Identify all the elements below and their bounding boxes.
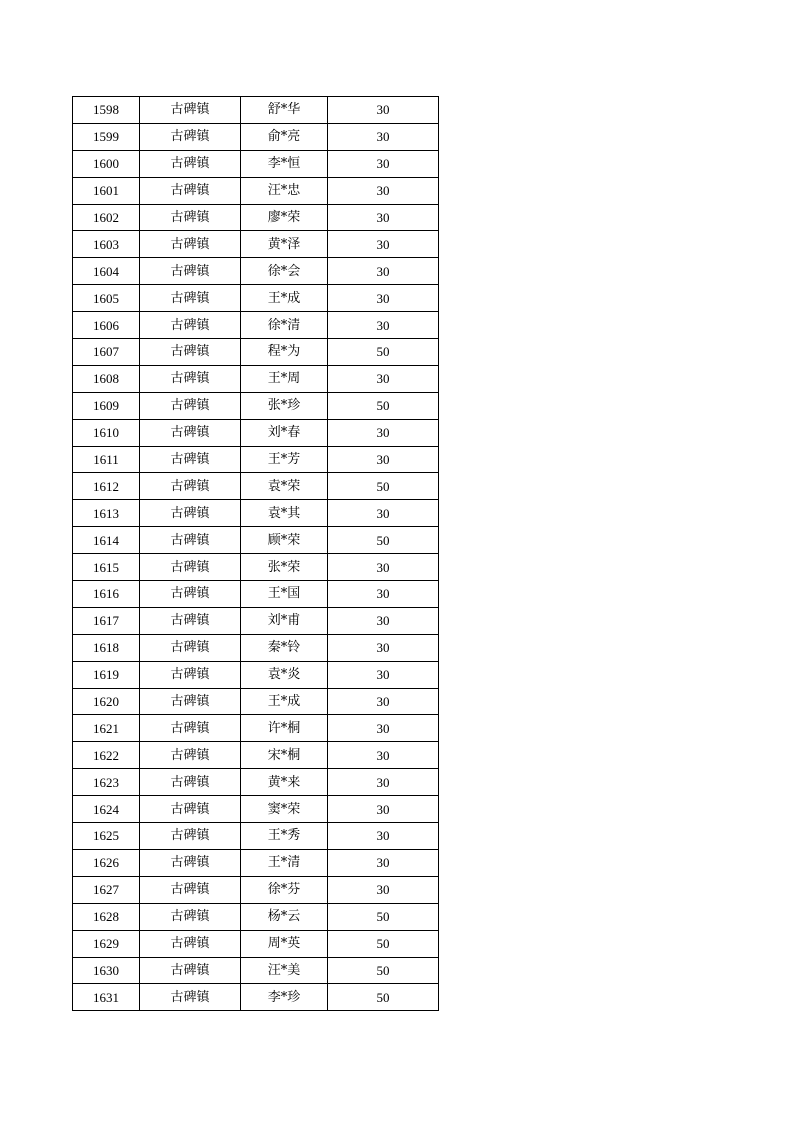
- table-row: [73, 661, 439, 688]
- person-name-cell: 汪*美: [241, 957, 328, 984]
- person-name-cell: 王*清: [241, 849, 328, 876]
- amount-cell: 30: [328, 500, 439, 527]
- record-table: [72, 96, 439, 1011]
- town-cell: 古碑镇: [140, 876, 241, 903]
- table-row: [73, 231, 439, 258]
- person-name-cell: 袁*炎: [241, 661, 328, 688]
- table-row: [73, 796, 439, 823]
- amount-cell: 30: [328, 581, 439, 608]
- town-cell: 古碑镇: [140, 500, 241, 527]
- table-row: [73, 473, 439, 500]
- table-row: [73, 365, 439, 392]
- town-cell: 古碑镇: [140, 419, 241, 446]
- row-number-cell: 1630: [73, 957, 140, 984]
- town-cell: 古碑镇: [140, 446, 241, 473]
- table-row: [73, 930, 439, 957]
- amount-cell: 30: [328, 769, 439, 796]
- table-row: [73, 204, 439, 231]
- town-cell: 古碑镇: [140, 554, 241, 581]
- town-cell: 古碑镇: [140, 661, 241, 688]
- table-row: [73, 688, 439, 715]
- person-name-cell: 王*秀: [241, 823, 328, 850]
- row-number-cell: 1613: [73, 500, 140, 527]
- amount-cell: 30: [328, 554, 439, 581]
- town-cell: 古碑镇: [140, 769, 241, 796]
- table-row: [73, 876, 439, 903]
- row-number-cell: 1599: [73, 123, 140, 150]
- person-name-cell: 李*恒: [241, 150, 328, 177]
- person-name-cell: 徐*会: [241, 258, 328, 285]
- town-cell: 古碑镇: [140, 823, 241, 850]
- row-number-cell: 1611: [73, 446, 140, 473]
- amount-cell: 30: [328, 876, 439, 903]
- town-cell: 古碑镇: [140, 312, 241, 339]
- amount-cell: 30: [328, 419, 439, 446]
- row-number-cell: 1623: [73, 769, 140, 796]
- row-number-cell: 1620: [73, 688, 140, 715]
- table-row: [73, 715, 439, 742]
- row-number-cell: 1609: [73, 392, 140, 419]
- person-name-cell: 舒*华: [241, 97, 328, 124]
- town-cell: 古碑镇: [140, 123, 241, 150]
- town-cell: 古碑镇: [140, 607, 241, 634]
- amount-cell: 30: [328, 365, 439, 392]
- person-name-cell: 窦*荣: [241, 796, 328, 823]
- amount-cell: 30: [328, 849, 439, 876]
- record-table-body: [73, 97, 439, 1011]
- person-name-cell: 廖*荣: [241, 204, 328, 231]
- person-name-cell: 黄*泽: [241, 231, 328, 258]
- amount-cell: 30: [328, 150, 439, 177]
- table-row: [73, 177, 439, 204]
- table-row: [73, 742, 439, 769]
- table-row: [73, 446, 439, 473]
- row-number-cell: 1629: [73, 930, 140, 957]
- table-row: [73, 581, 439, 608]
- person-name-cell: 袁*荣: [241, 473, 328, 500]
- amount-cell: 30: [328, 123, 439, 150]
- amount-cell: 50: [328, 903, 439, 930]
- table-row: [73, 903, 439, 930]
- town-cell: 古碑镇: [140, 97, 241, 124]
- table-row: [73, 419, 439, 446]
- town-cell: 古碑镇: [140, 688, 241, 715]
- row-number-cell: 1610: [73, 419, 140, 446]
- row-number-cell: 1602: [73, 204, 140, 231]
- amount-cell: 50: [328, 392, 439, 419]
- row-number-cell: 1614: [73, 527, 140, 554]
- person-name-cell: 王*国: [241, 581, 328, 608]
- town-cell: 古碑镇: [140, 849, 241, 876]
- table-row: [73, 957, 439, 984]
- amount-cell: 50: [328, 527, 439, 554]
- person-name-cell: 俞*亮: [241, 123, 328, 150]
- person-name-cell: 王*成: [241, 285, 328, 312]
- row-number-cell: 1606: [73, 312, 140, 339]
- row-number-cell: 1616: [73, 581, 140, 608]
- person-name-cell: 刘*春: [241, 419, 328, 446]
- row-number-cell: 1622: [73, 742, 140, 769]
- person-name-cell: 王*周: [241, 365, 328, 392]
- table-row: [73, 849, 439, 876]
- row-number-cell: 1617: [73, 607, 140, 634]
- amount-cell: 30: [328, 634, 439, 661]
- amount-cell: 30: [328, 742, 439, 769]
- table-row: [73, 392, 439, 419]
- town-cell: 古碑镇: [140, 150, 241, 177]
- row-number-cell: 1615: [73, 554, 140, 581]
- town-cell: 古碑镇: [140, 527, 241, 554]
- table-row: [73, 500, 439, 527]
- table-row: [73, 258, 439, 285]
- row-number-cell: 1603: [73, 231, 140, 258]
- person-name-cell: 徐*清: [241, 312, 328, 339]
- amount-cell: 50: [328, 339, 439, 366]
- amount-cell: 30: [328, 446, 439, 473]
- person-name-cell: 秦*铃: [241, 634, 328, 661]
- amount-cell: 50: [328, 473, 439, 500]
- amount-cell: 30: [328, 715, 439, 742]
- table-row: [73, 823, 439, 850]
- amount-cell: 30: [328, 823, 439, 850]
- table-row: [73, 312, 439, 339]
- town-cell: 古碑镇: [140, 903, 241, 930]
- table-row: [73, 984, 439, 1011]
- town-cell: 古碑镇: [140, 177, 241, 204]
- amount-cell: 30: [328, 204, 439, 231]
- person-name-cell: 周*英: [241, 930, 328, 957]
- town-cell: 古碑镇: [140, 984, 241, 1011]
- person-name-cell: 王*成: [241, 688, 328, 715]
- person-name-cell: 张*荣: [241, 554, 328, 581]
- amount-cell: 30: [328, 796, 439, 823]
- row-number-cell: 1626: [73, 849, 140, 876]
- town-cell: 古碑镇: [140, 392, 241, 419]
- town-cell: 古碑镇: [140, 339, 241, 366]
- row-number-cell: 1600: [73, 150, 140, 177]
- person-name-cell: 徐*芬: [241, 876, 328, 903]
- table-row: [73, 607, 439, 634]
- person-name-cell: 刘*甫: [241, 607, 328, 634]
- town-cell: 古碑镇: [140, 204, 241, 231]
- row-number-cell: 1625: [73, 823, 140, 850]
- person-name-cell: 杨*云: [241, 903, 328, 930]
- town-cell: 古碑镇: [140, 231, 241, 258]
- row-number-cell: 1601: [73, 177, 140, 204]
- amount-cell: 50: [328, 957, 439, 984]
- person-name-cell: 李*珍: [241, 984, 328, 1011]
- town-cell: 古碑镇: [140, 285, 241, 312]
- person-name-cell: 顾*荣: [241, 527, 328, 554]
- table-row: [73, 339, 439, 366]
- town-cell: 古碑镇: [140, 581, 241, 608]
- row-number-cell: 1604: [73, 258, 140, 285]
- town-cell: 古碑镇: [140, 715, 241, 742]
- table-row: [73, 527, 439, 554]
- person-name-cell: 黄*来: [241, 769, 328, 796]
- town-cell: 古碑镇: [140, 473, 241, 500]
- person-name-cell: 汪*忠: [241, 177, 328, 204]
- amount-cell: 50: [328, 984, 439, 1011]
- row-number-cell: 1608: [73, 365, 140, 392]
- row-number-cell: 1624: [73, 796, 140, 823]
- table-row: [73, 769, 439, 796]
- person-name-cell: 王*芳: [241, 446, 328, 473]
- amount-cell: 50: [328, 930, 439, 957]
- town-cell: 古碑镇: [140, 742, 241, 769]
- row-number-cell: 1618: [73, 634, 140, 661]
- amount-cell: 30: [328, 607, 439, 634]
- row-number-cell: 1612: [73, 473, 140, 500]
- amount-cell: 30: [328, 688, 439, 715]
- amount-cell: 30: [328, 97, 439, 124]
- row-number-cell: 1607: [73, 339, 140, 366]
- amount-cell: 30: [328, 258, 439, 285]
- person-name-cell: 袁*其: [241, 500, 328, 527]
- table-row: [73, 634, 439, 661]
- town-cell: 古碑镇: [140, 258, 241, 285]
- row-number-cell: 1605: [73, 285, 140, 312]
- town-cell: 古碑镇: [140, 930, 241, 957]
- town-cell: 古碑镇: [140, 796, 241, 823]
- row-number-cell: 1628: [73, 903, 140, 930]
- town-cell: 古碑镇: [140, 365, 241, 392]
- amount-cell: 30: [328, 285, 439, 312]
- amount-cell: 30: [328, 661, 439, 688]
- table-row: [73, 97, 439, 124]
- person-name-cell: 宋*桐: [241, 742, 328, 769]
- row-number-cell: 1619: [73, 661, 140, 688]
- table-row: [73, 123, 439, 150]
- town-cell: 古碑镇: [140, 957, 241, 984]
- table-row: [73, 554, 439, 581]
- row-number-cell: 1598: [73, 97, 140, 124]
- person-name-cell: 许*桐: [241, 715, 328, 742]
- row-number-cell: 1627: [73, 876, 140, 903]
- amount-cell: 30: [328, 177, 439, 204]
- row-number-cell: 1621: [73, 715, 140, 742]
- amount-cell: 30: [328, 312, 439, 339]
- amount-cell: 30: [328, 231, 439, 258]
- table-row: [73, 150, 439, 177]
- row-number-cell: 1631: [73, 984, 140, 1011]
- person-name-cell: 程*为: [241, 339, 328, 366]
- person-name-cell: 张*珍: [241, 392, 328, 419]
- table-row: [73, 285, 439, 312]
- town-cell: 古碑镇: [140, 634, 241, 661]
